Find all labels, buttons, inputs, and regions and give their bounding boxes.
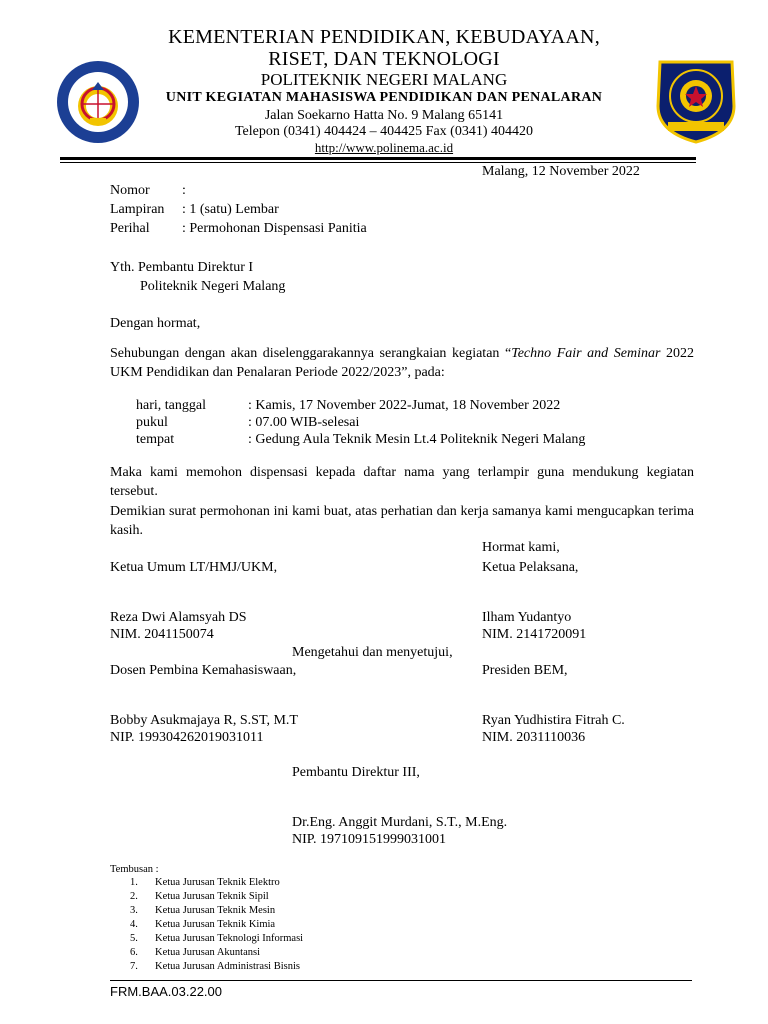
event-value-date: : Kamis, 17 November 2022-Jumat, 18 November 2022	[248, 398, 561, 413]
sig-center-name: Dr.Eng. Anggit Murdani, S.T., M.Eng.	[292, 815, 508, 830]
recipient-line-1: Yth. Pembantu Direktur I	[110, 260, 254, 275]
sig-right2-title: Presiden BEM,	[482, 663, 568, 678]
event-label-time: pukul	[136, 415, 168, 430]
cc-num: 2.	[130, 891, 138, 902]
greeting: Dengan hormat,	[110, 316, 201, 331]
meta-label-lampiran: Lampiran	[110, 202, 165, 217]
meta-value-perihal: : Permohonan Dispensasi Panitia	[182, 221, 367, 236]
sig-left2-title: Dosen Pembina Kemahasiswaan,	[110, 663, 297, 678]
letterhead-rule-thin	[60, 162, 696, 163]
event-name: Techno Fair and Seminar	[511, 346, 661, 361]
cc-item: Ketua Jurusan Teknik Mesin	[155, 905, 276, 916]
letter-date: Malang, 12 November 2022	[482, 164, 640, 179]
event-label-place: tempat	[136, 432, 175, 447]
paragraph-closing: Demikian surat permohonan ini kami buat, atas perhatian dan kerja samanya kami mengucapkan terima kasih.	[110, 504, 694, 538]
cc-item: Ketua Jurusan Teknologi Informasi	[155, 933, 304, 944]
sig-left2-id: NIP. 199304262019031011	[110, 730, 264, 745]
recipient-line-2: Politeknik Negeri Malang	[140, 279, 286, 294]
cc-num: 7.	[130, 961, 138, 972]
cc-item: Ketua Jurusan Teknik Sipil	[155, 891, 269, 902]
letterhead-line-1: KEMENTERIAN PENDIDIKAN, KEBUDAYAAN,	[168, 26, 600, 48]
meta-value-lampiran: : 1 (satu) Lembar	[182, 202, 279, 217]
paragraph-intro-post: 2022 UKM Pendidikan dan Penalaran Periode 2022/2023”, pada:	[110, 346, 694, 380]
form-code: FRM.BAA.03.22.00	[110, 984, 222, 999]
cc-item: Ketua Jurusan Administrasi Bisnis	[155, 961, 300, 972]
letterhead-rule-thick	[60, 157, 696, 160]
letterhead-line-2: RISET, DAN TEKNOLOGI	[268, 48, 500, 70]
sig-right2-name: Ryan Yudhistira Fitrah C.	[482, 713, 625, 728]
event-label-date: hari, tanggal	[136, 398, 206, 413]
meta-label-perihal: Perihal	[110, 221, 150, 236]
paragraph-intro-pre: Sehubungan dengan akan diselenggarakannya serangkaian kegiatan “	[110, 346, 512, 361]
meta-label-nomor: Nomor	[110, 183, 150, 198]
cc-item: Ketua Jurusan Teknik Kimia	[155, 919, 276, 930]
cc-num: 5.	[130, 933, 138, 944]
approval-label: Mengetahui dan menyetujui,	[292, 645, 453, 660]
cc-item: Ketua Jurusan Akuntansi	[155, 947, 260, 958]
sig-left1-id: NIM. 2041150074	[110, 627, 214, 642]
meta-value-nomor: :	[182, 183, 186, 198]
sig-center-title: Pembantu Direktur III,	[292, 765, 420, 780]
sig-right1-name: Ilham Yudantyo	[482, 610, 572, 625]
cc-num: 4.	[130, 919, 138, 930]
letterhead-address: Jalan Soekarno Hatta No. 9 Malang 65141	[264, 108, 504, 123]
cc-num: 1.	[130, 877, 138, 888]
event-value-time: : 07.00 WIB-selesai	[248, 415, 360, 430]
sig-left1-name: Reza Dwi Alamsyah DS	[110, 610, 247, 625]
cc-num: 6.	[130, 947, 138, 958]
cc-num: 3.	[130, 905, 138, 916]
sig-left2-name: Bobby Asukmajaya R, S.ST, M.T	[110, 713, 298, 728]
sig-right1-title: Ketua Pelaksana,	[482, 560, 579, 575]
cc-item: Ketua Jurusan Teknik Elektro	[155, 877, 280, 888]
footer-rule	[110, 980, 692, 981]
sig-right2-id: NIM. 2031110036	[482, 730, 586, 745]
letterhead-website[interactable]: http://www.polinema.ac.id	[314, 140, 454, 155]
letterhead-institution: POLITEKNIK NEGERI MALANG	[260, 70, 508, 89]
letterhead-phone: Telepon (0341) 404424 – 404425 Fax (0341) 404420	[234, 124, 534, 139]
closing-salutation: Hormat kami,	[482, 540, 560, 555]
sig-right1-id: NIM. 2141720091	[482, 627, 587, 642]
paragraph-intro	[110, 344, 694, 382]
letterhead-unit: UNIT KEGIATAN MAHASISWA PENDIDIKAN DAN PENALARAN	[165, 90, 603, 105]
sig-center-id: NIP. 197109151999031001	[292, 832, 447, 847]
cc-heading: Tembusan :	[110, 864, 159, 875]
sig-left1-title: Ketua Umum LT/HMJ/UKM,	[110, 560, 278, 575]
event-value-place: : Gedung Aula Teknik Mesin Lt.4 Politeknik Negeri Malang	[248, 432, 586, 447]
paragraph-request: Maka kami memohon dispensasi kepada daftar nama yang terlampir guna mendukung kegiatan tersebut.	[110, 465, 694, 499]
